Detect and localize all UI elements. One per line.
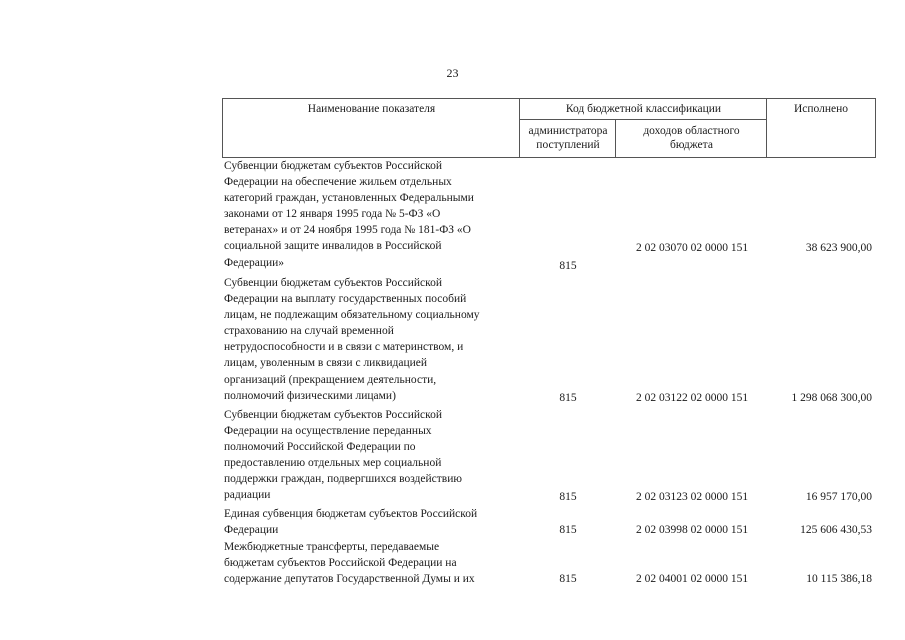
row-indicator-name: Субвенции бюджетам субъектов Российской Федерации на осуществление переданных полномочий Российской Федерации по предоставлению отдельных мер социальной поддержки граждан, подвергшихся воздействию радиации bbox=[224, 409, 462, 502]
row-income-code: 2 02 03070 02 0000 151 bbox=[635, 242, 749, 254]
row-administrator-code: 815 bbox=[559, 524, 577, 536]
row-executed-amount: 16 957 170,00 bbox=[805, 491, 872, 503]
row-income-code: 2 02 04001 02 0000 151 bbox=[635, 573, 749, 585]
row-income-code: 2 02 03122 02 0000 151 bbox=[635, 392, 749, 404]
page-number: 23 bbox=[446, 66, 459, 80]
row-income-code: 2 02 03998 02 0000 151 bbox=[635, 524, 749, 536]
row-administrator-code: 815 bbox=[559, 573, 577, 585]
header-administrator: администратора поступлений bbox=[519, 119, 616, 158]
row-income-code: 2 02 03123 02 0000 151 bbox=[635, 491, 749, 503]
header-regional-income: доходов областного бюджета bbox=[615, 119, 767, 158]
row-indicator-name: Единая субвенция бюджетам субъектов Российской Федерации bbox=[224, 508, 478, 537]
header-budget-classification-code: Код бюджетной классификации bbox=[519, 98, 767, 120]
row-indicator-name: Субвенции бюджетам субъектов Российской Федерации на обеспечение жильем отдельных категорий граждан, установленных Федеральными законами от 12 января 1995 года № 5-ФЗ «О ветеранах» и от 24 ноября 1995 года № 181-ФЗ «О социальной защите инвалидов в Российской Федерации» bbox=[224, 160, 474, 269]
header-executed: Исполнено bbox=[766, 98, 876, 158]
row-executed-amount: 38 623 900,00 bbox=[805, 242, 872, 254]
row-administrator-code: 815 bbox=[559, 392, 577, 404]
row-administrator-code: 815 bbox=[559, 260, 577, 272]
row-indicator-name: Межбюджетные трансферты, передаваемые бюджетам субъектов Российской Федерации на содержание депутатов Государственной Думы и их bbox=[224, 541, 475, 586]
row-executed-amount: 1 298 068 300,00 bbox=[791, 392, 872, 404]
row-indicator-name: Субвенции бюджетам субъектов Российской Федерации на выплату государственных пособий лицам, не подлежащим обязательному социальному страхованию на случай временной нетрудоспособности и в связи с материнством, и лицам, уволенным в связи с ликвидацией организаций (прекращением деятельности, полномочий физическими лицами) bbox=[224, 277, 480, 402]
row-administrator-code: 815 bbox=[559, 491, 577, 503]
row-executed-amount: 125 606 430,53 bbox=[800, 524, 872, 536]
row-executed-amount: 10 115 386,18 bbox=[806, 573, 872, 585]
header-indicator-name: Наименование показателя bbox=[222, 98, 520, 158]
